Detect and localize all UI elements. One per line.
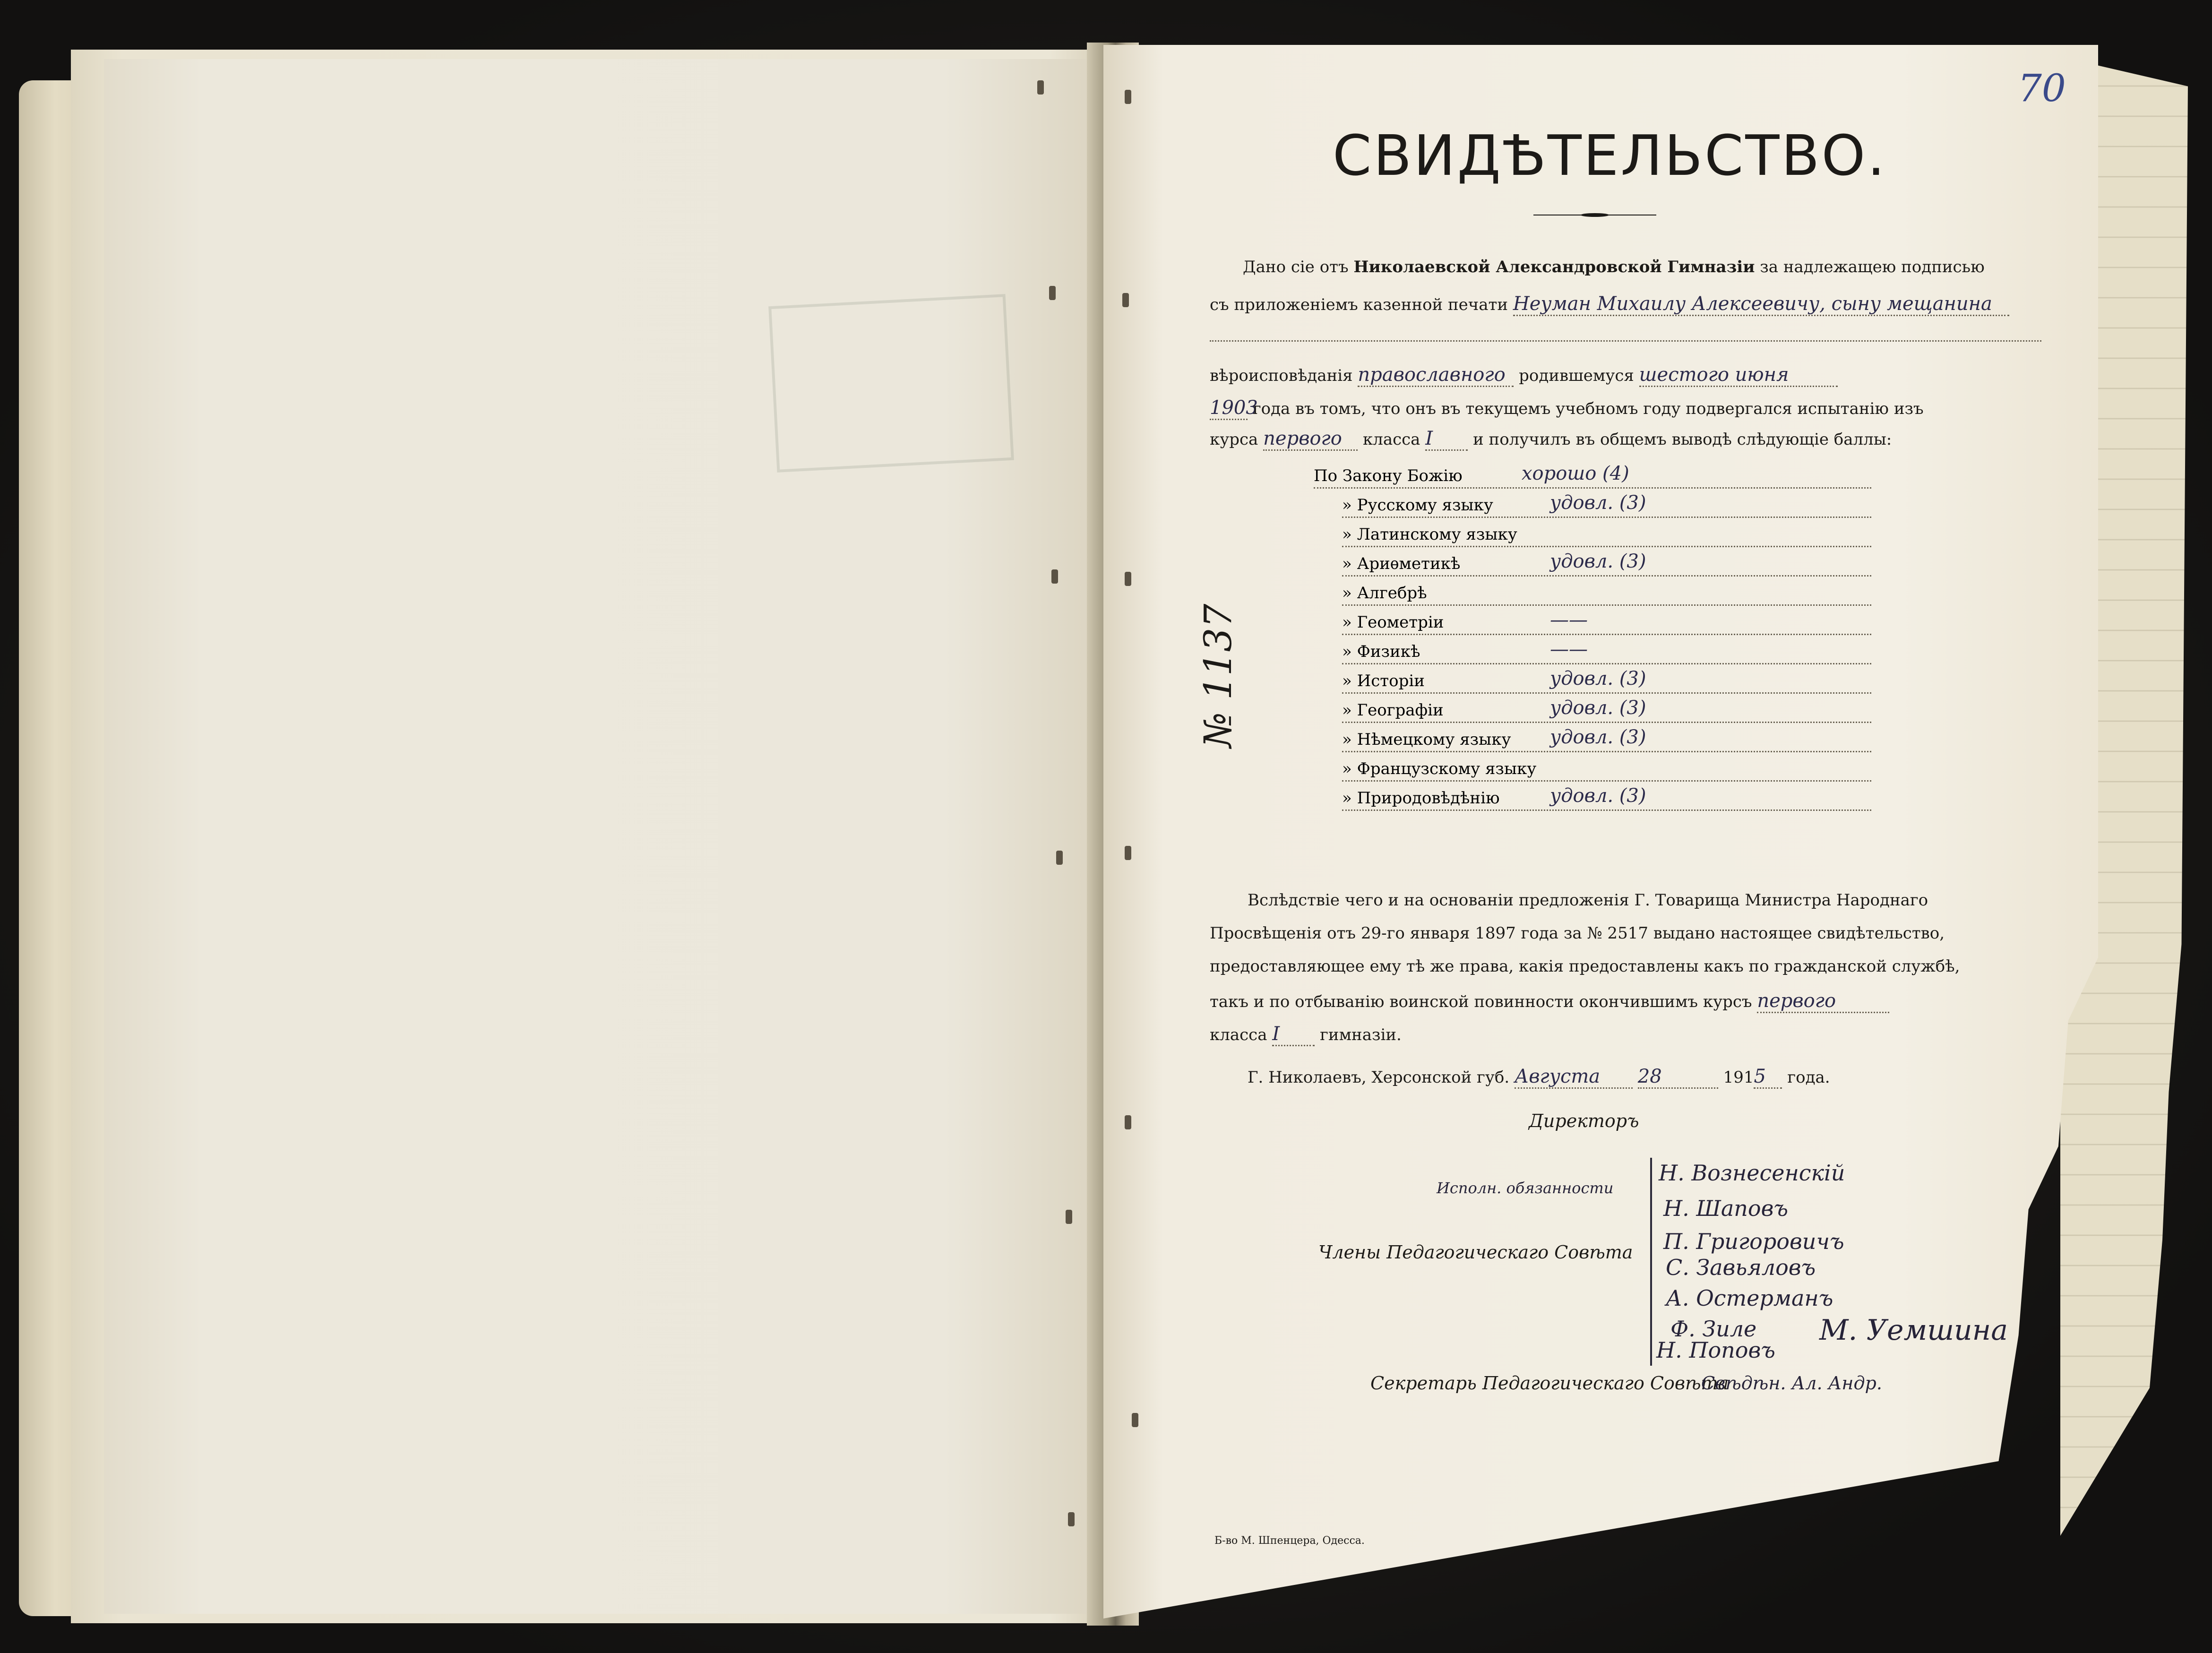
- subject-row: [1342, 668, 1871, 694]
- left-page: [104, 59, 1094, 1614]
- place-date-line: [1248, 1066, 1830, 1089]
- intro-text: съ приложеніемъ казенной печати: [1210, 295, 1508, 314]
- closing-line-4: [1210, 990, 1889, 1013]
- student-name-handwritten: Неуман Михаилу Алексеевичу, сыну мещанина: [1513, 293, 2009, 316]
- subject-grade-handwritten: удовл. (3): [1550, 697, 1646, 719]
- year-word: года.: [1787, 1068, 1830, 1087]
- stitch-hole: [1049, 286, 1056, 300]
- stitch-hole: [1066, 1210, 1072, 1224]
- subject-label: » Природовѣдѣнію: [1342, 789, 1500, 808]
- stitch-hole: [1132, 1413, 1138, 1427]
- subject-label: » Физикѣ: [1342, 642, 1420, 661]
- secretary-signature: Свѣдѣн. Ал. Андр.: [1701, 1373, 1882, 1394]
- year-suffix-handwritten: 5: [1754, 1066, 1782, 1089]
- closing-line-3: предоставляющее ему тѣ же права, какія предоставлены какъ по гражданской службѣ,: [1210, 957, 1960, 976]
- council-signature: Н. Поповъ: [1656, 1337, 1775, 1363]
- stitch-hole: [1125, 572, 1131, 586]
- birth-year-handwritten: 1903: [1210, 397, 1248, 420]
- subject-label: » Географіи: [1342, 701, 1444, 720]
- intro-line-3: [1210, 364, 1838, 387]
- intro-line-5: [1210, 428, 1892, 451]
- closing-text: гимназіи.: [1320, 1025, 1402, 1044]
- subject-row: [1342, 785, 1871, 811]
- closing-line-5: [1210, 1023, 1402, 1046]
- subject-row: [1342, 583, 1871, 606]
- secretary-label: Секретарь Педагогическаго Совѣта: [1370, 1373, 1729, 1394]
- intro-line-4: [1210, 397, 1924, 420]
- subject-row: [1342, 524, 1871, 547]
- stitch-hole: [1125, 846, 1131, 860]
- intro-text: года въ томъ, что онъ въ текущемъ учебномъ году подвергался испытанію изъ: [1252, 399, 1924, 418]
- stitch-hole: [1056, 851, 1063, 865]
- subject-grade-handwritten: удовл. (3): [1550, 492, 1646, 514]
- intro-text: класса: [1362, 430, 1420, 449]
- birth-date-handwritten: шестого июня: [1639, 364, 1838, 387]
- subject-row: [1342, 726, 1871, 752]
- subject-label: » Ариѳметикѣ: [1342, 554, 1461, 573]
- subject-label: » Французскому языку: [1342, 759, 1537, 778]
- title-ornament: [1533, 213, 1656, 217]
- closing-line-2: Просвѣщенія отъ 29-го января 1897 года за № 2517 выдано настоящее свидѣтельство,: [1210, 924, 1945, 943]
- subject-grade-handwritten: хорошо (4): [1522, 463, 1629, 484]
- religion-handwritten: православного: [1358, 364, 1514, 387]
- course-handwritten: первого: [1263, 428, 1358, 451]
- subject-row: [1314, 465, 1871, 489]
- intro-text: за надлежащею подписью: [1755, 258, 1985, 276]
- stitch-hole: [1068, 1512, 1075, 1526]
- subject-label: » Алгебрѣ: [1342, 584, 1427, 603]
- subject-grade-handwritten: удовл. (3): [1550, 785, 1646, 807]
- subject-label: » Геометріи: [1342, 613, 1444, 632]
- subject-row: [1342, 609, 1871, 635]
- registry-number-text: № 1137: [1196, 603, 1240, 748]
- intro-text: родившемуся: [1519, 366, 1634, 385]
- stitch-hole: [1051, 569, 1058, 584]
- intro-text: вѣроисповѣданія: [1210, 366, 1353, 385]
- intro-text: Дано сіе отъ: [1243, 258, 1354, 276]
- subject-label: » Латинскому языку: [1342, 525, 1517, 544]
- subject-row: [1342, 758, 1871, 782]
- intro-line-2b: [1210, 326, 2041, 342]
- council-signature: С. Завьяловъ: [1666, 1255, 1816, 1280]
- subject-label: » Русскому языку: [1342, 496, 1493, 515]
- council-signature: П. Григоровичъ: [1663, 1229, 1844, 1254]
- closing-course-handwritten: первого: [1757, 990, 1889, 1013]
- subject-label: По Закону Божію: [1314, 466, 1463, 485]
- class-handwritten: I: [1425, 428, 1468, 451]
- subject-grade-handwritten: удовл. (3): [1550, 551, 1646, 572]
- year-prefix: 191: [1723, 1068, 1754, 1087]
- council-signature: Н. Шаповъ: [1663, 1196, 1789, 1221]
- certificate-title: СВИДѢТЕЛЬСТВО.: [1333, 123, 1887, 188]
- printer-imprint: Б-во М. Шпенцера, Одесса.: [1214, 1535, 1365, 1547]
- signature-bracket: [1650, 1158, 1657, 1366]
- month-handwritten: Августа: [1515, 1066, 1633, 1089]
- closing-line-1: Вслѣдствіе чего и на основаніи предложенія Г. Товарища Министра Народнаго: [1248, 891, 1928, 910]
- subject-label: » Нѣмецкому языку: [1342, 730, 1511, 749]
- archive-page-number: 70: [2018, 66, 2066, 110]
- council-signature: Ф. Зиле: [1670, 1316, 1757, 1342]
- subject-grade-handwritten: удовл. (3): [1550, 668, 1646, 689]
- council-label: Члены Педагогическаго Совѣта: [1318, 1242, 1633, 1263]
- intro-line-1: [1243, 258, 1985, 276]
- council-signature: Н. Вознесенскій: [1659, 1160, 1845, 1186]
- stitch-hole: [1125, 90, 1131, 104]
- registry-number: [1184, 581, 1269, 770]
- closing-text: такъ и по отбыванію воинской повинности окончившимъ курсъ: [1210, 992, 1752, 1011]
- stitch-hole: [1037, 80, 1044, 95]
- director-label: Директоръ: [1529, 1111, 1639, 1131]
- closing-text: класса: [1210, 1025, 1267, 1044]
- subject-row: [1342, 638, 1871, 664]
- subject-grade-handwritten: удовл. (3): [1550, 726, 1646, 748]
- subject-grade-handwritten: ——: [1550, 638, 1588, 660]
- school-name: Николаевской Александровской Гимназіи: [1353, 258, 1755, 276]
- place-text: Г. Николаевъ, Херсонской губ.: [1248, 1068, 1510, 1087]
- acting-note-handwritten: Исполн. обязанности: [1437, 1179, 1614, 1197]
- subject-row: [1342, 697, 1871, 723]
- day-handwritten: 28: [1638, 1066, 1718, 1089]
- intro-line-2: [1210, 293, 2009, 316]
- bleed-through-stamp: [768, 294, 1014, 473]
- stitch-hole: [1122, 293, 1129, 307]
- intro-text: и получилъ въ общемъ выводѣ слѣдующіе баллы:: [1473, 430, 1892, 449]
- council-signature: А. Остерманъ: [1666, 1285, 1833, 1311]
- subject-row: [1342, 553, 1871, 577]
- intro-text: курса: [1210, 430, 1258, 449]
- subject-label: » Исторіи: [1342, 672, 1425, 690]
- council-signature: М. Уемшина: [1819, 1314, 2008, 1347]
- subject-row: [1342, 492, 1871, 518]
- closing-class-handwritten: I: [1272, 1023, 1315, 1046]
- subject-grade-handwritten: ——: [1550, 609, 1588, 631]
- stitch-hole: [1125, 1115, 1131, 1129]
